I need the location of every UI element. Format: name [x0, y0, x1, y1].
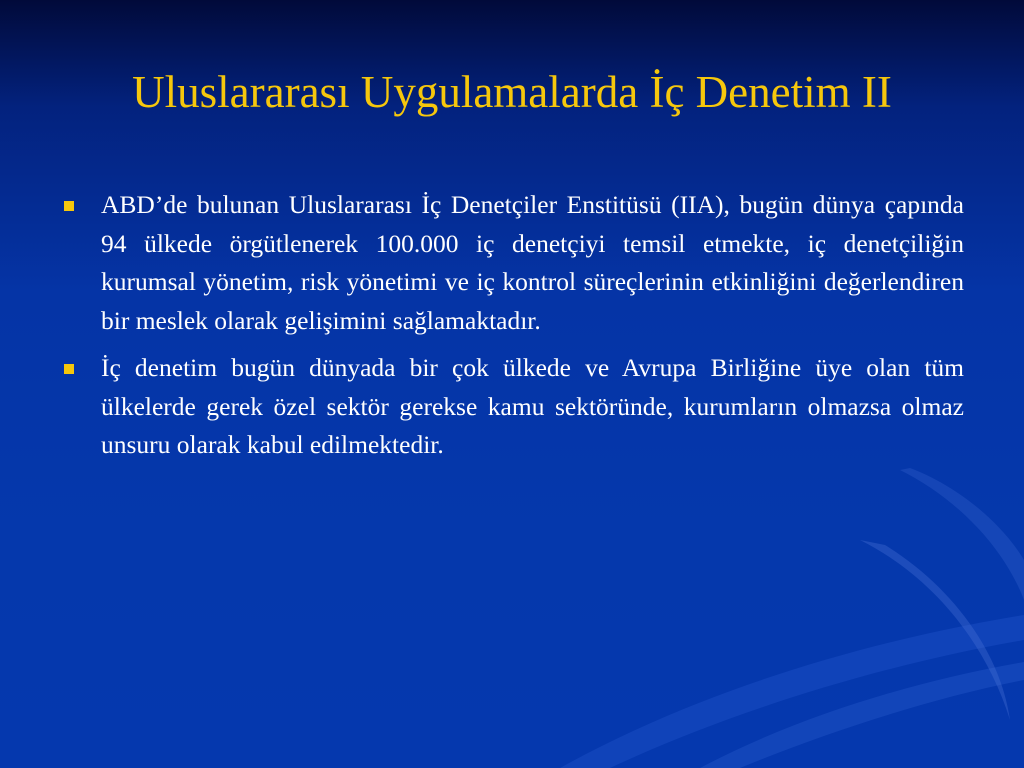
bullet-text: ABD’de bulunan Uluslararası İç Denetçiler Enstitüsü (IIA), bugün dünya çapında 94 ülkede örgütlenerek 100.000 iç denetçiyi temsil etmekte, iç denetçiliğin kurumsal yönetim, risk yönetimi ve iç kontrol süreçlerinin etkinliğini değerlendiren bir meslek olarak gelişimini sağlamaktadır.: [101, 190, 964, 335]
bullet-list: [60, 186, 964, 474]
bullet-text: İç denetim bugün dünyada bir çok ülkede ve Avrupa Birliğine üye olan tüm ülkelerde gerek özel sektör gerekse kamu sektöründe, kurumların olmazsa olmaz unsuru olarak kabul edilmektedir.: [101, 353, 964, 459]
slide-title: Uluslararası Uygulamalarda İç Denetim II: [132, 67, 892, 117]
square-bullet-icon: [64, 201, 74, 211]
bullet-item: [60, 186, 964, 340]
bullet-item: [60, 349, 964, 465]
square-bullet-icon: [64, 364, 74, 374]
